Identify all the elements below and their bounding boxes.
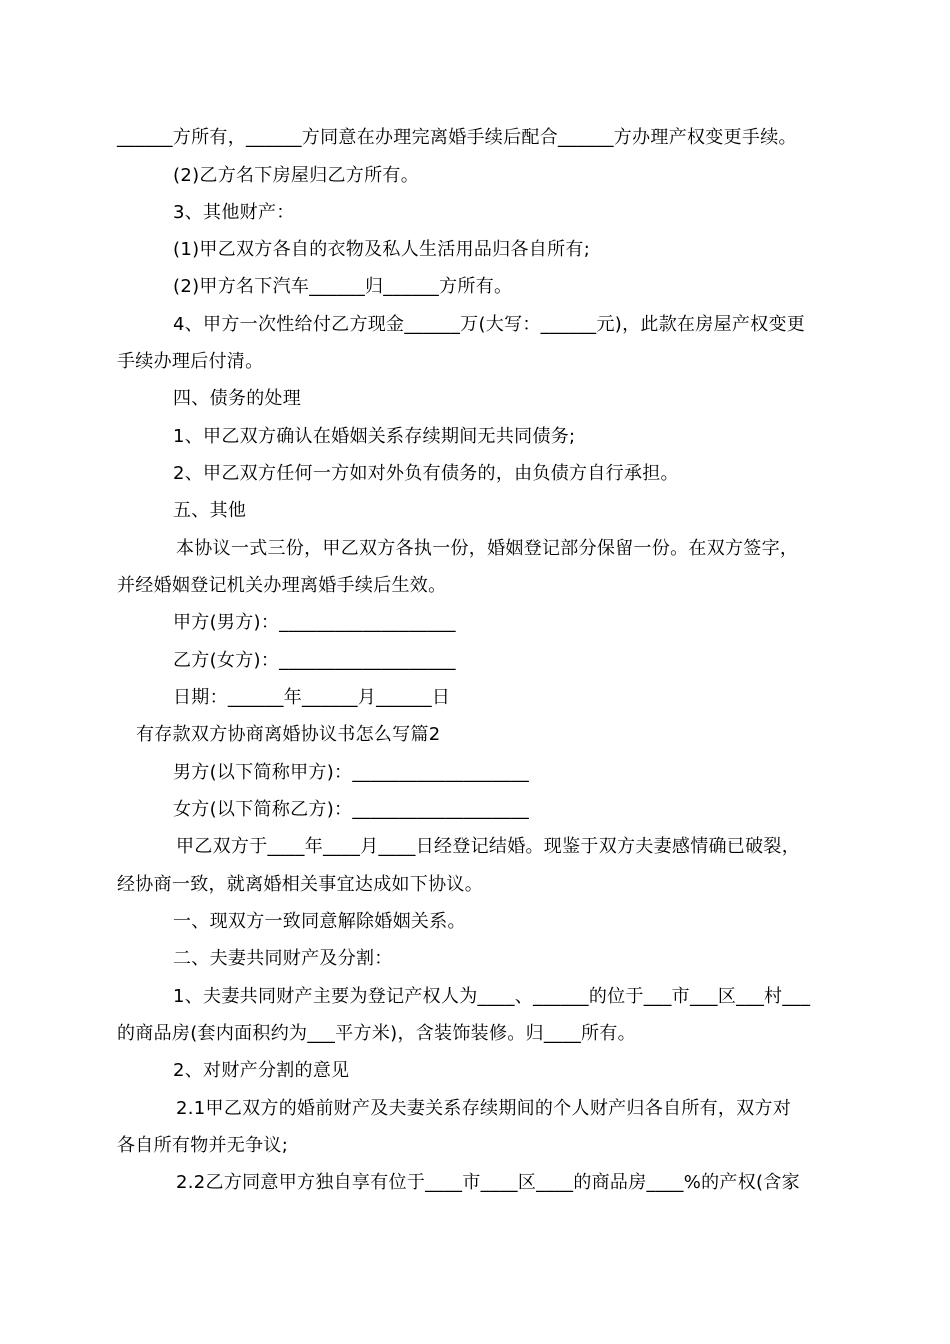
paragraph-line: 2、甲乙双方任何一方如对外负有债务的，由负债方自行承担。 (173, 463, 679, 484)
paragraph-line: 1、甲乙双方确认在婚姻关系存续期间无共同债务; (173, 426, 576, 447)
paragraph-line: 4、甲方一次性给付乙方现金______万(大写：______元)，此款在房屋产权变更 (173, 314, 806, 335)
section-heading: 2、对财产分割的意见 (173, 1060, 350, 1081)
paragraph-line: 经协商一致，就离婚相关事宜达成如下协议。 (117, 874, 483, 895)
paragraph-line: 本协议一式三份，甲乙双方各执一份，婚姻登记部分保留一份。在双方签字， (176, 538, 799, 559)
paragraph-line: 各自所有物并无争议; (117, 1135, 289, 1156)
party-line-woman: 女方(以下简称乙方)：___________________ (173, 799, 530, 820)
paragraph-line: 2.1甲乙双方的婚前财产及夫妻关系存续期间的个人财产归各自所有，双方对 (176, 1098, 792, 1119)
section-heading: 3、其他财产： (173, 202, 295, 223)
signature-line-party-a: 甲方(男方)：___________________ (173, 612, 456, 633)
paragraph-line: (2)乙方名下房屋归乙方所有。 (173, 165, 419, 186)
section-heading: 二、夫妻共同财产及分割： (173, 948, 393, 969)
paragraph-line: 2.2乙方同意甲方独自享有位于____市____区____的商品房____%的产权(含家 (176, 1172, 800, 1193)
section-heading: 一、现双方一致同意解除婚姻关系。 (173, 911, 466, 932)
signature-line-party-b: 乙方(女方)：___________________ (173, 650, 456, 671)
section-heading: 五、其他 (173, 500, 247, 521)
paragraph-line: 并经婚姻登记机关办理离婚手续后生效。 (117, 575, 447, 596)
section-heading: 四、债务的处理 (173, 388, 302, 409)
paragraph-line: 的商品房(套内面积约为___平方米)，含装饰装修。归____所有。 (117, 1023, 636, 1044)
paragraph-line: (1)甲乙双方各自的衣物及私人生活用品归各自所有; (173, 239, 591, 260)
paragraph-line: (2)甲方名下汽车______归______方所有。 (173, 276, 513, 297)
paragraph-line: 甲乙双方于____年____月____日经登记结婚。现鉴于双方夫妻感情确已破裂， (176, 836, 800, 857)
party-line-man: 男方(以下简称甲方)：___________________ (173, 762, 530, 783)
date-line: 日期：______年______月______日 (173, 687, 451, 708)
paragraph-line: 1、夫妻共同财产主要为登记产权人为____、______的位于___市___区___村___ (173, 986, 811, 1007)
paragraph-line: ______方所有，______方同意在办理完离婚手续后配合______方办理产权变更手续。 (117, 127, 797, 148)
article-title: 有存款双方协商离婚协议书怎么写篇2 (136, 724, 441, 745)
paragraph-line: 手续办理后付清。 (117, 351, 264, 372)
